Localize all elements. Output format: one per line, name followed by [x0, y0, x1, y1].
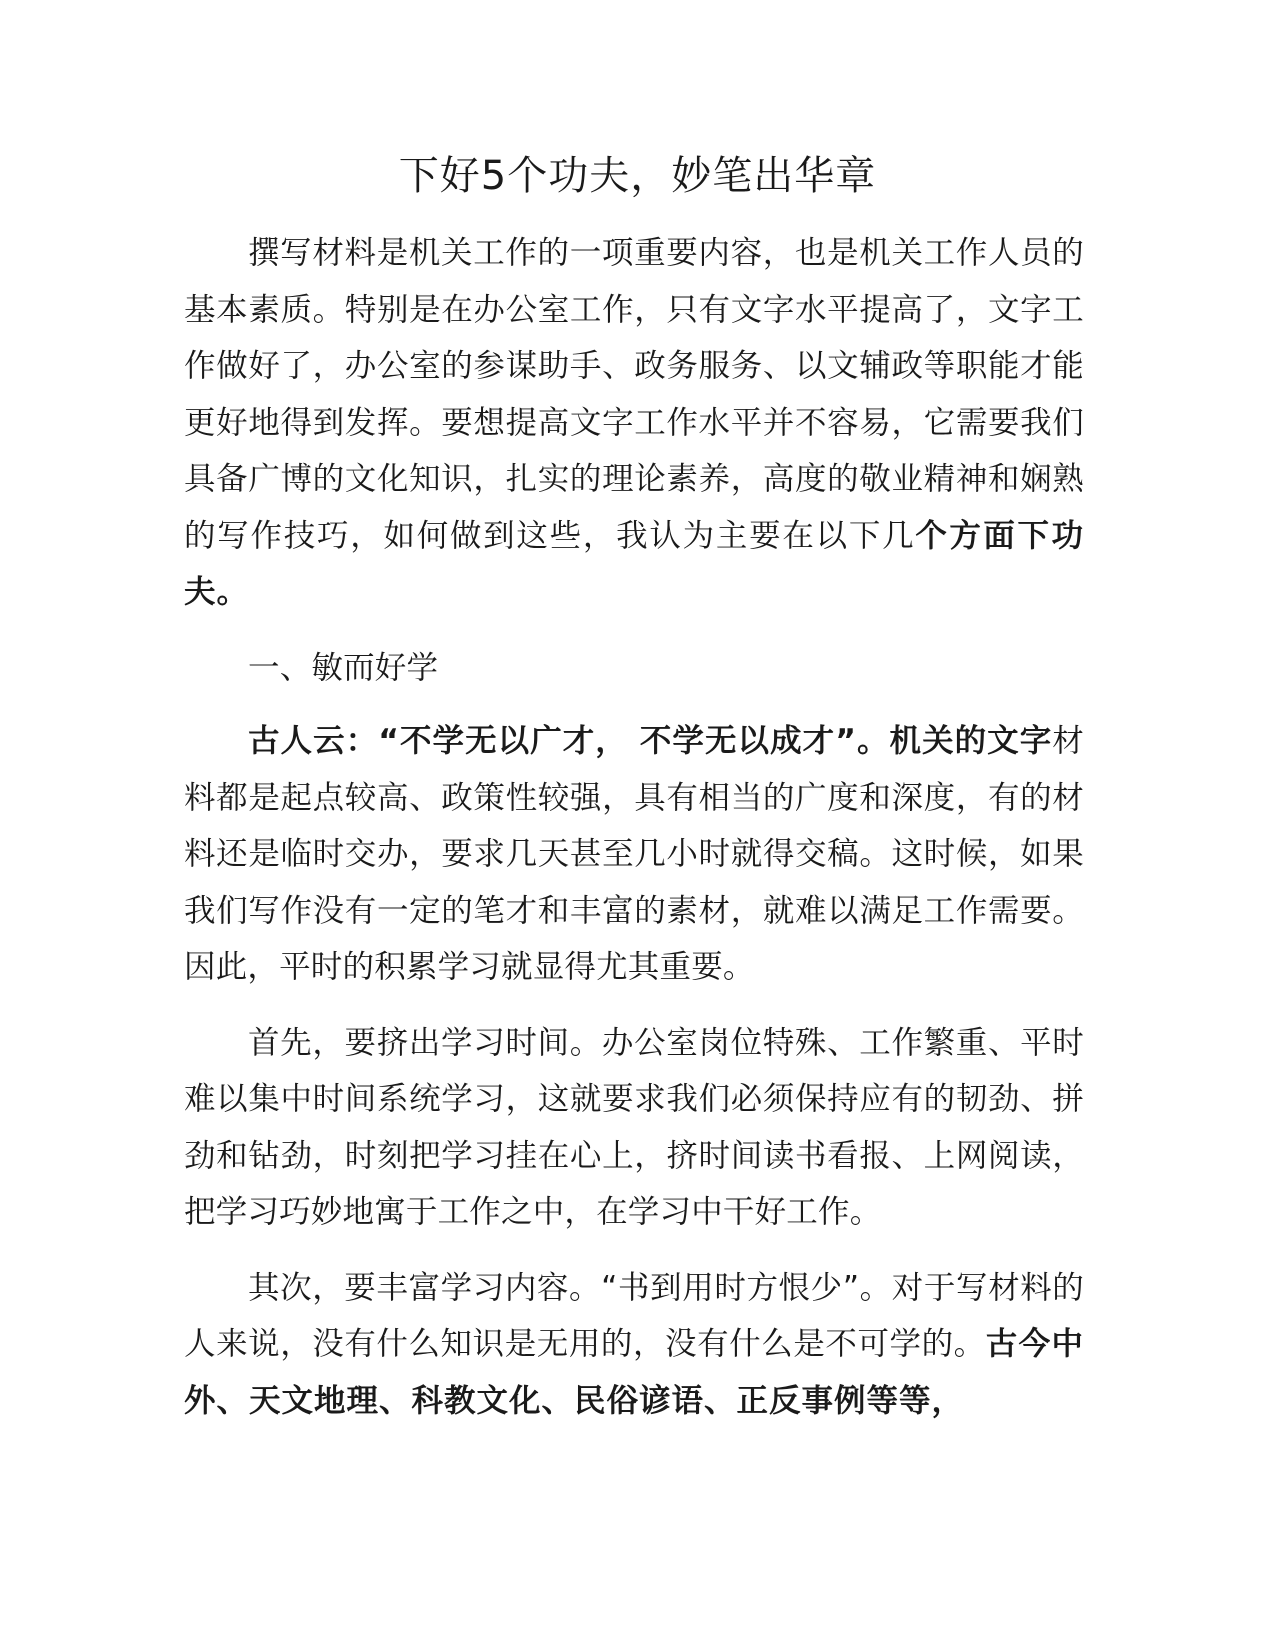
second-point-text: 其次，要丰富学习内容。“书到用时方恨少”。对于写材料的人来说，没有什么知识是无用的，没有什么是不可学的。 [184, 1269, 1084, 1362]
first-point-text: 首先，要挤出学习时间。办公室岗位特殊、工作繁重、平时难以集中时间系统学习，这就要求我们必须保持应有的韧劲、拼劲和钻劲，时刻把学习挂在心上，挤时间读书看报、上网阅读，把学习巧妙地寓于工作之中，在学习中干好工作。 [184, 1024, 1084, 1230]
section-heading [184, 640, 1084, 697]
document-body [184, 225, 1084, 1448]
section-heading-text: 一、敏而好学 [248, 649, 439, 686]
intro-paragraph [184, 225, 1084, 621]
quote-paragraph [184, 713, 1084, 996]
second-point-paragraph [184, 1260, 1084, 1430]
intro-tail: 个方面下功夫。 [184, 517, 1084, 610]
document-title: 下好5个功夫，妙笔出华章 [398, 153, 877, 199]
intro-text: 撰写材料是机关工作的一项重要内容，也是机关工作人员的基本素质。特别是在办公室工作，只有文字水平提高了，文字工作做好了，办公室的参谋助手、政务服务、以文辅政等职能才能更好地得到发挥。要想提高文字工作水平并不容易，它需要我们具备广博的文化知识，扎实的理论素养，高度的敬业精神和娴熟的写作技巧，如何做到这些，我认为主要在以下几 [184, 235, 1084, 554]
quote-lead: 古人云：“不学无以广才， 不学无以成才”。机关的文字 [248, 723, 1053, 759]
quote-text: 材料都是起点较高、政策性较强，具有相当的广度和深度，有的材料还是临时交办，要求几天甚至几小时就得交稿。这时候，如果我们写作没有一定的笔才和丰富的素材，就难以满足工作需要。因此，平时的积累学习就显得尤其重要。 [184, 723, 1084, 985]
second-point-tail: 古今中外、天文地理、科教文化、民俗谚语、正反事例等等， [184, 1326, 1084, 1419]
first-point-paragraph [184, 1015, 1084, 1241]
